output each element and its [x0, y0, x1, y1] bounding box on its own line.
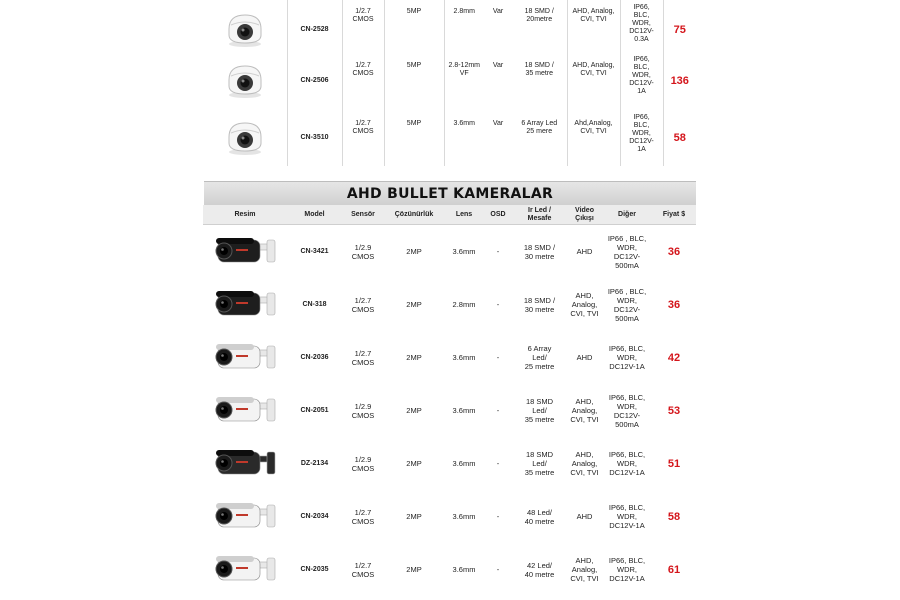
ir-cell: 18 SMD Led/ 35 metre — [524, 450, 555, 477]
ir-cell: 18 SMD / 30 metre — [523, 242, 556, 261]
other-cell: IP66, BLC, WDR, DC12V-1A — [608, 344, 646, 371]
video-cell: AHD — [576, 353, 593, 362]
price-cell: 58 — [663, 110, 696, 166]
sensor-cell: 1/2.7 CMOS — [351, 295, 375, 314]
table-row — [203, 278, 696, 331]
ir-cell: 6 Array Led 25 mere — [521, 120, 558, 135]
model-cell: DZ-2134 — [300, 459, 329, 467]
other-cell: IP66, BLC, WDR, DC12V-1A — [608, 450, 646, 477]
bullet-camera-icon — [212, 340, 278, 376]
dome-camera-icon — [223, 119, 267, 157]
dome-camera-icon — [223, 62, 267, 100]
osd-cell: - — [496, 353, 500, 362]
lens-cell: 3.6mm — [452, 565, 476, 574]
ir-cell: 18 SMD / 35 metre — [524, 62, 554, 77]
bullet-camera-icon — [212, 552, 278, 588]
price-cell: 42 — [667, 351, 681, 364]
resolution-cell: 2MP — [406, 300, 422, 309]
bullet-camera-icon — [212, 287, 278, 323]
osd-cell: - — [496, 247, 500, 256]
bullet-camera-table — [203, 205, 696, 596]
product-image — [203, 52, 287, 110]
bullet-camera-icon — [212, 446, 278, 482]
resolution-cell: 2MP — [406, 247, 422, 256]
video-cell: AHD, Analog, CVI, TVI — [570, 397, 599, 424]
bullet-camera-icon — [212, 499, 278, 535]
model-cell: CN-2528 — [287, 0, 342, 52]
resolution-cell: 5MP — [384, 110, 444, 166]
table-row — [203, 543, 696, 596]
lens-cell: 3.6mm — [452, 353, 476, 362]
price-cell: 53 — [667, 404, 681, 417]
header-image: Resim — [203, 205, 287, 225]
other-cell: IP66, BLC, WDR, DC12V- 0.3A — [620, 0, 663, 52]
model-cell: CN-3510 — [287, 110, 342, 166]
osd-cell: Var — [492, 8, 504, 15]
osd-cell: - — [496, 512, 500, 521]
model-cell: CN-2034 — [300, 512, 329, 520]
video-cell: AHD — [576, 247, 593, 256]
bullet-camera-icon — [212, 234, 278, 270]
price-cell: 136 — [663, 52, 696, 110]
dome-camera-table — [203, 0, 696, 166]
resolution-cell: 5MP — [384, 52, 444, 110]
model-cell: CN-3421 — [300, 247, 329, 255]
osd-cell: - — [496, 406, 500, 415]
table-row — [203, 110, 696, 166]
product-image — [203, 0, 287, 52]
ir-cell: 48 Led/ 40 metre — [524, 507, 555, 526]
video-cell: Ahd,Analog, CVI, TVI — [567, 110, 620, 166]
model-cell: CN-318 — [302, 300, 327, 308]
resolution-cell: 2MP — [406, 565, 422, 574]
sensor-cell: 1/2.9 CMOS — [351, 454, 375, 473]
ir-cell: 18 SMD / 20metre — [524, 8, 554, 23]
product-image — [203, 278, 287, 331]
osd-cell: - — [496, 459, 500, 468]
ir-cell: 6 Array Led/ 25 metre — [524, 344, 555, 371]
resolution-cell: 2MP — [406, 353, 422, 362]
table-row — [203, 0, 696, 52]
other-cell: IP66 , BLC, WDR, DC12V- 500mA — [607, 286, 647, 323]
video-cell: AHD, Analog, CVI, TVI — [570, 556, 599, 583]
video-cell: AHD, Analog, CVI, TVI — [570, 450, 599, 477]
ir-cell: 18 SMD / 30 metre — [523, 295, 556, 314]
sensor-cell: 1/2.7 CMOS — [342, 110, 384, 166]
header-model: Model — [287, 205, 342, 225]
ir-cell: 42 Led/ 40 metre — [524, 560, 555, 579]
ir-cell: 18 SMD Led/ 35 metre — [524, 397, 555, 424]
lens-cell: 3.6mm — [452, 247, 476, 256]
sensor-cell: 1/2.9 CMOS — [351, 242, 375, 261]
table-header-row — [203, 205, 696, 225]
resolution-cell: 5MP — [384, 0, 444, 52]
model-cell: CN-2051 — [300, 406, 329, 414]
table-row — [203, 384, 696, 437]
header-osd: OSD — [484, 205, 512, 225]
sensor-cell: 1/2.7 CMOS — [342, 52, 384, 110]
table-row — [203, 225, 696, 279]
table-row — [203, 490, 696, 543]
header-sensor: Sensör — [342, 205, 384, 225]
sensor-cell: 1/2.7 CMOS — [351, 507, 375, 526]
lens-cell: 3.6mm — [452, 512, 476, 521]
lens-cell: 2.8mm — [444, 0, 484, 52]
price-cell: 36 — [667, 245, 681, 258]
product-image — [203, 110, 287, 166]
model-cell: CN-2036 — [300, 353, 329, 361]
sensor-cell: 1/2.7 CMOS — [351, 348, 375, 367]
price-cell: 75 — [663, 0, 696, 52]
product-image — [203, 225, 287, 279]
product-image — [203, 384, 287, 437]
lens-cell: 3.6mm — [452, 459, 476, 468]
bullet-camera-icon — [212, 393, 278, 429]
other-cell: IP66, BLC, WDR, DC12V- 1A — [620, 52, 663, 110]
table-row — [203, 437, 696, 490]
other-cell: IP66, BLC, WDR, DC12V- 500mA — [608, 392, 646, 429]
video-cell: AHD, Analog, CVI, TVI — [567, 52, 620, 110]
table-row — [203, 52, 696, 110]
osd-cell: - — [496, 565, 500, 574]
lens-cell: 3.6mm — [452, 406, 476, 415]
dome-camera-icon — [223, 11, 267, 49]
model-cell: CN-2506 — [287, 52, 342, 110]
product-image — [203, 490, 287, 543]
price-cell: 61 — [667, 563, 681, 576]
section-title: AHD BULLET KAMERALAR — [346, 186, 554, 202]
resolution-cell: 2MP — [406, 406, 422, 415]
resolution-cell: 2MP — [406, 512, 422, 521]
osd-cell: - — [496, 300, 500, 309]
other-cell: IP66, BLC, WDR, DC12V-1A — [608, 556, 646, 583]
table-row — [203, 331, 696, 384]
other-cell: IP66, BLC, WDR, DC12V- 1A — [620, 110, 663, 166]
header-video: Video Çıkışı — [567, 205, 602, 225]
lens-cell: 2.8mm — [452, 300, 476, 309]
header-resolution: Çözünürlük — [384, 205, 444, 225]
product-image — [203, 543, 287, 596]
resolution-cell: 2MP — [406, 459, 422, 468]
price-cell: 51 — [667, 457, 681, 470]
other-cell: IP66 , BLC, WDR, DC12V- 500mA — [607, 233, 647, 270]
osd-cell: Var — [492, 120, 504, 127]
sensor-cell: 1/2.7 CMOS — [342, 0, 384, 52]
model-cell: CN-2035 — [300, 565, 329, 573]
price-cell: 58 — [667, 510, 681, 523]
sensor-cell: 1/2.9 CMOS — [351, 401, 375, 420]
lens-cell: 2.8-12mm VF — [444, 52, 484, 110]
price-cell: 36 — [667, 298, 681, 311]
header-price: Fiyat $ — [652, 205, 696, 225]
header-lens: Lens — [444, 205, 484, 225]
other-cell: IP66, BLC, WDR, DC12V-1A — [608, 503, 646, 530]
osd-cell: Var — [492, 62, 504, 69]
lens-cell: 3.6mm — [444, 110, 484, 166]
section-banner — [204, 181, 696, 206]
product-image — [203, 331, 287, 384]
video-cell: AHD, Analog, CVI, TVI — [567, 0, 620, 52]
product-image — [203, 437, 287, 490]
video-cell: AHD — [576, 512, 593, 521]
sensor-cell: 1/2.7 CMOS — [351, 560, 375, 579]
header-other: Diğer — [602, 205, 652, 225]
video-cell: AHD, Analog, CVI, TVI — [570, 291, 599, 318]
header-ir: Ir Led / Mesafe — [512, 205, 567, 225]
